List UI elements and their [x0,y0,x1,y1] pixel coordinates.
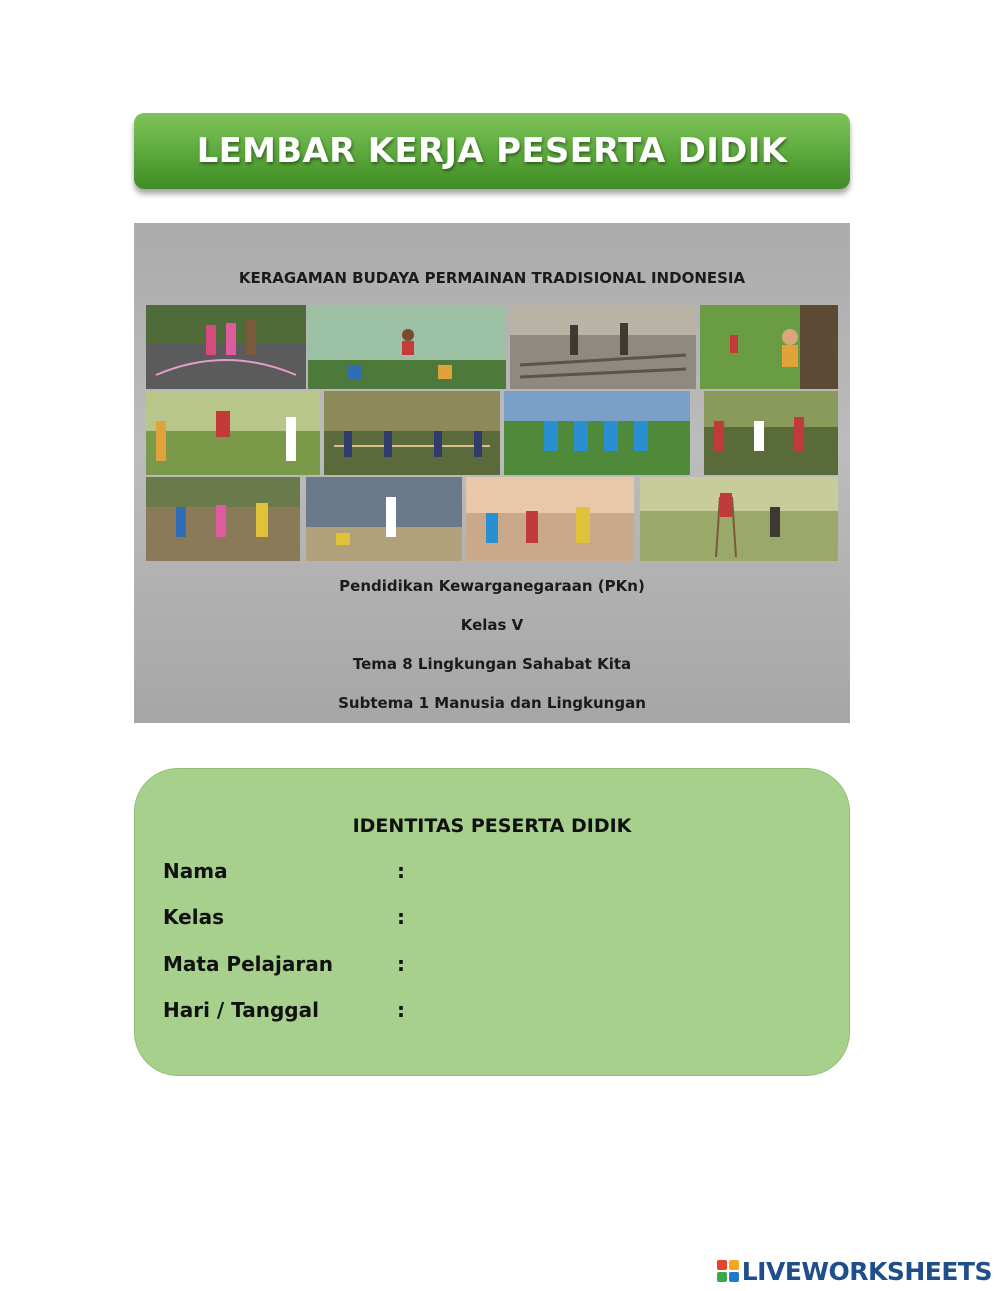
field-colon-mata-pelajaran: : [397,952,405,976]
cover-grade: Kelas V [460,616,524,634]
photo-children-game [704,391,838,475]
photo-tug-of-war [324,391,500,475]
liveworksheets-logo-icon [717,1260,739,1282]
field-label-kelas: Kelas [163,905,224,929]
photo-row-1 [146,305,838,389]
identity-panel [134,768,850,1076]
field-colon-nama: : [397,859,405,883]
liveworksheets-brand-text: LIVEWORKSHEETS [741,1256,992,1286]
field-label-mata-pelajaran: Mata Pelajaran [163,952,333,976]
cover-panel [134,223,850,723]
cover-subject: Pendidikan Kewarganegaraan (PKn) [339,577,645,595]
photo-running-children [466,477,634,561]
photo-children-tree [700,305,838,389]
photo-rope-jump [146,391,320,475]
worksheet-title-banner [134,113,850,189]
field-label-nama: Nama [163,859,228,883]
photo-beach-play [306,477,462,561]
cover-theme: Tema 8 Lingkungan Sahabat Kita [352,655,632,673]
identity-title: IDENTITAS PESERTA DIDIK [352,815,632,837]
photo-bamboo-dance [510,305,696,389]
field-label-hari-tanggal: Hari / Tanggal [163,998,319,1022]
liveworksheets-logo[interactable] [717,1258,992,1284]
photo-team-race [504,391,690,475]
photo-row-3 [146,477,838,561]
cover-title: KERAGAMAN BUDAYA PERMAINAN TRADISIONAL INDONESIA [238,269,746,287]
photo-jumping-children [308,305,506,389]
photo-hopscotch [146,305,306,389]
worksheet-title: LEMBAR KERJA PESERTA DIDIK [196,131,788,171]
photo-row-2 [146,391,838,475]
field-colon-kelas: : [397,905,405,929]
cover-subtheme: Subtema 1 Manusia dan Lingkungan [338,694,646,712]
field-colon-hari-tanggal: : [397,998,405,1022]
photo-village-children [146,477,300,561]
photo-stilts [640,477,838,561]
